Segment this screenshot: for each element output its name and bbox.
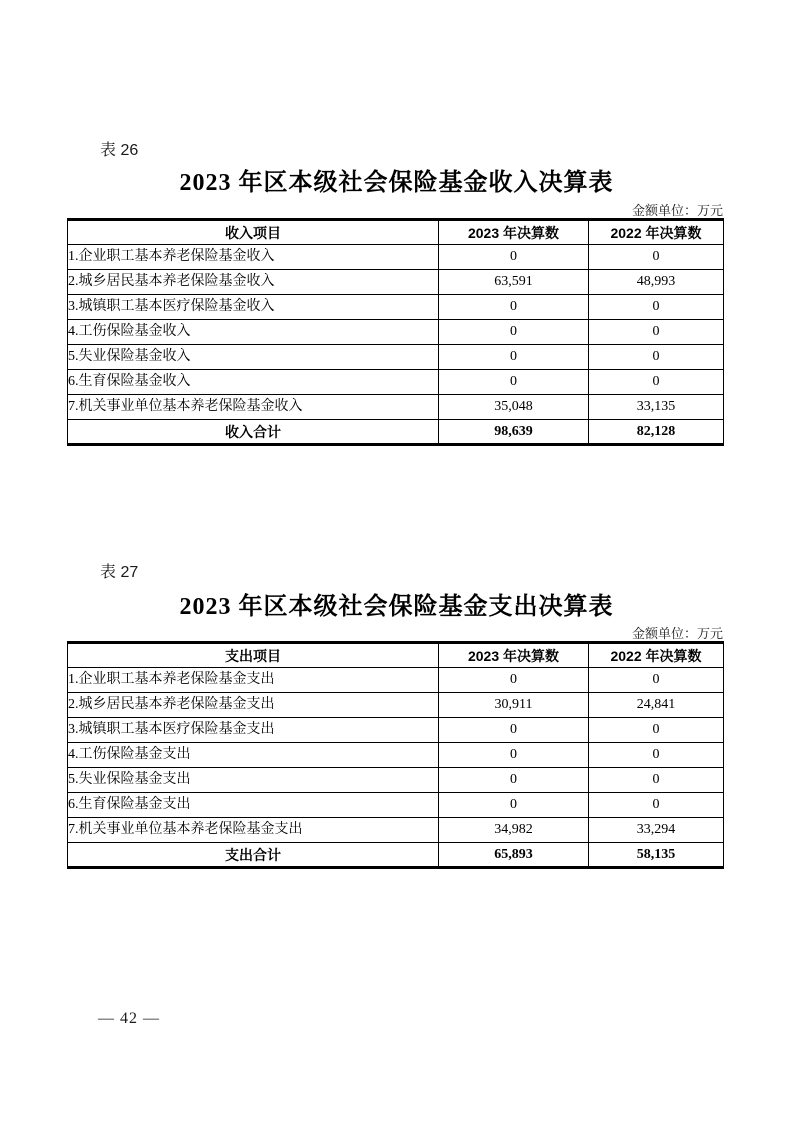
table-row [68,718,724,743]
row-2022-value: 0 [589,718,724,743]
table-row [68,668,724,693]
row-item-label: 4.工伤保险基金收入 [68,320,439,345]
page-number: — 42 — [98,1010,160,1027]
income-header-row [68,220,724,245]
row-item-label: 1.企业职工基本养老保险基金收入 [68,245,439,270]
income-table-title: 2023 年区本级社会保险基金收入决算表 [179,170,614,196]
row-item-label: 4.工伤保险基金支出 [68,743,439,768]
table-row [68,295,724,320]
expense-table-label: 表 27 [100,564,139,581]
expense-table-title: 2023 年区本级社会保险基金支出决算表 [179,594,614,620]
row-2022-value: 0 [589,370,724,395]
table-row [68,270,724,295]
row-2022-value: 0 [589,768,724,793]
row-2022-value: 0 [589,793,724,818]
row-2023-value: 0 [439,743,589,768]
row-item-label: 5.失业保险基金收入 [68,345,439,370]
income-col-2022-header: 2022 年决算数 [589,220,724,245]
expense-unit-note: 金额单位：万元 [631,626,723,641]
table-row [68,345,724,370]
row-2023-value: 34,982 [439,818,589,843]
expense-header-row [68,643,724,668]
row-2023-value: 63,591 [439,270,589,295]
table-row [68,395,724,420]
total-label: 收入合计 [68,420,439,445]
row-2022-value: 0 [589,320,724,345]
table-row [68,818,724,843]
expense-col-2023-header: 2023 年决算数 [439,643,589,668]
row-2022-value: 33,135 [589,395,724,420]
expense-col-item-header: 支出项目 [68,643,439,668]
table-row [68,793,724,818]
total-2023-value: 65,893 [439,843,589,868]
table-row [68,693,724,718]
row-2023-value: 35,048 [439,395,589,420]
income-unit-note: 金额单位：万元 [631,203,723,218]
row-2023-value: 30,911 [439,693,589,718]
row-item-label: 2.城乡居民基本养老保险基金支出 [68,693,439,718]
row-item-label: 1.企业职工基本养老保险基金支出 [68,668,439,693]
row-item-label: 3.城镇职工基本医疗保险基金收入 [68,295,439,320]
row-item-label: 6.生育保险基金收入 [68,370,439,395]
income-col-2023-header: 2023 年决算数 [439,220,589,245]
row-item-label: 5.失业保险基金支出 [68,768,439,793]
row-2023-value: 0 [439,345,589,370]
table-row [68,370,724,395]
row-2022-value: 0 [589,295,724,320]
row-2022-value: 24,841 [589,693,724,718]
row-2022-value: 0 [589,245,724,270]
income-col-item-header: 收入项目 [68,220,439,245]
row-2022-value: 0 [589,743,724,768]
row-2023-value: 0 [439,793,589,818]
row-2023-value: 0 [439,668,589,693]
expense-total-row [68,843,724,868]
total-2023-value: 98,639 [439,420,589,445]
row-2023-value: 0 [439,370,589,395]
total-2022-value: 58,135 [589,843,724,868]
table-row [68,768,724,793]
row-item-label: 6.生育保险基金支出 [68,793,439,818]
row-item-label: 7.机关事业单位基本养老保险基金支出 [68,818,439,843]
row-item-label: 3.城镇职工基本医疗保险基金支出 [68,718,439,743]
table-row [68,320,724,345]
table-row [68,245,724,270]
total-label: 支出合计 [68,843,439,868]
row-2022-value: 33,294 [589,818,724,843]
income-total-row [68,420,724,445]
row-2023-value: 0 [439,718,589,743]
row-2022-value: 0 [589,345,724,370]
row-item-label: 2.城乡居民基本养老保险基金收入 [68,270,439,295]
row-item-label: 7.机关事业单位基本养老保险基金收入 [68,395,439,420]
total-2022-value: 82,128 [589,420,724,445]
expense-table [67,641,724,869]
expense-col-2022-header: 2022 年决算数 [589,643,724,668]
row-2023-value: 0 [439,320,589,345]
row-2022-value: 0 [589,668,724,693]
row-2023-value: 0 [439,768,589,793]
table-row [68,743,724,768]
row-2023-value: 0 [439,295,589,320]
row-2023-value: 0 [439,245,589,270]
income-table-label: 表 26 [100,142,139,159]
row-2022-value: 48,993 [589,270,724,295]
income-table [67,218,724,446]
